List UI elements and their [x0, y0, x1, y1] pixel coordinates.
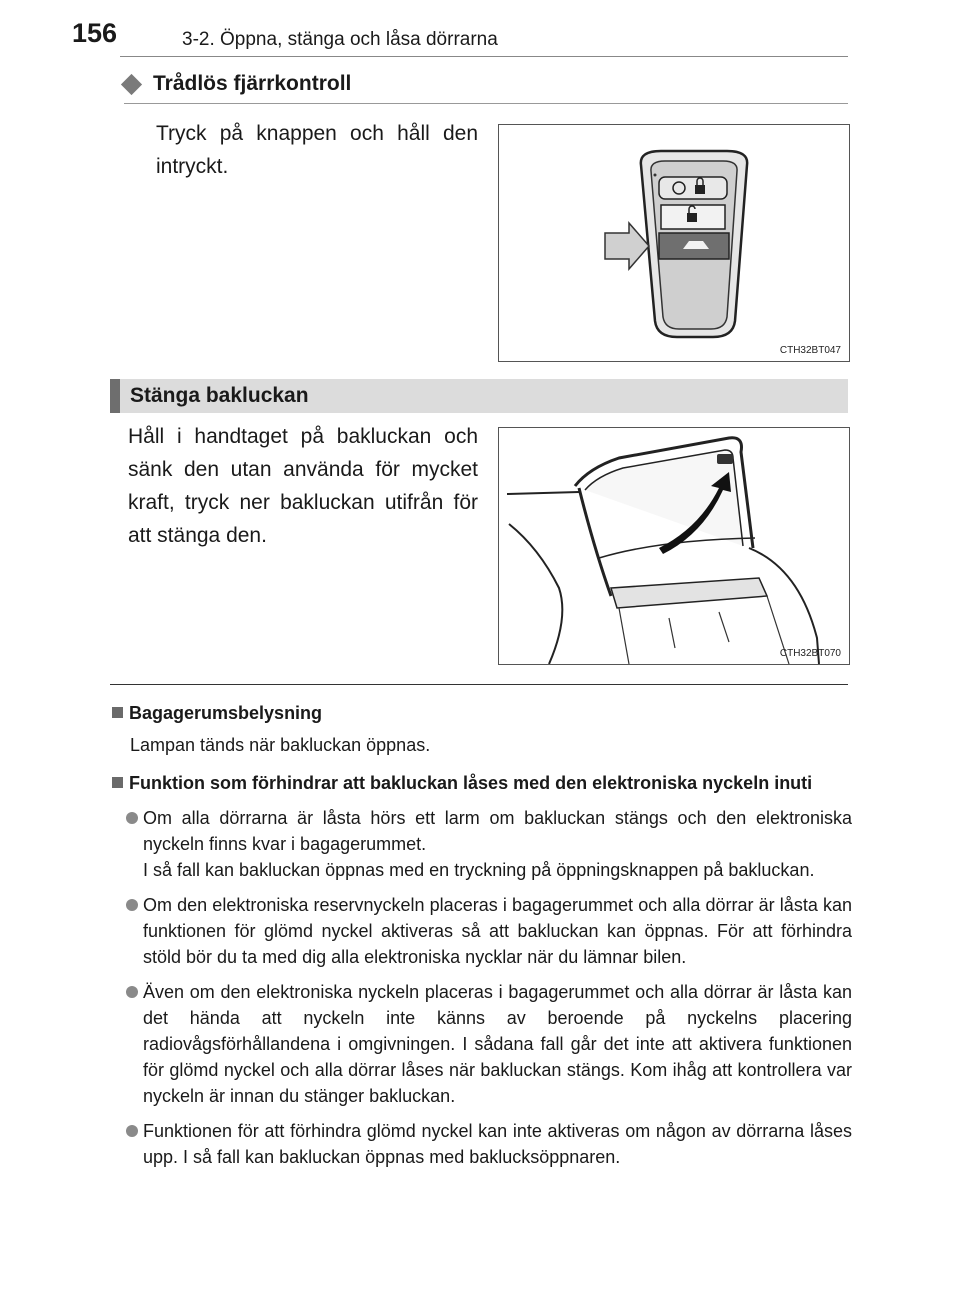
- list-item-text: Även om den elektroniska nyckeln placeras i bagagerummet och alla dörrar är låsta kan det hända att nyckeln inte känns av beroende på nyckelns placering radiovågsförhållandena i omgivningen. I sådana fall går det inte att aktivera funktionen för glömd nyckel och alla dörrar låses när bakluckan stängs. Kom ihåg att kontrollera var nyckeln är innan du stänger bakluckan.: [143, 982, 852, 1106]
- list-item-text: Om den elektroniska reservnyckeln placeras i bagagerummet och alla dörrar är låsta kan funktionen för glömd nyckel aktiveras så att bakluckan kan öppnas. För att förhindra stöld bör du ta med dig alla elektroniska nycklar när du lämnar bilen.: [143, 895, 852, 967]
- instruction-text: Tryck på knappen och håll den intryckt.: [156, 122, 478, 178]
- list-item: [112, 892, 852, 970]
- note-heading-lighting: Bagagerumsbelysning: [112, 700, 852, 726]
- key-fob-figure: [498, 124, 850, 362]
- round-bullet-icon: [126, 899, 138, 911]
- list-item-text: Funktionen för att förhindra glömd nyckel kan inte aktiveras om någon av dörrarna låses upp. I så fall kan bakluckan öppnas med baklucksöppnaren.: [143, 1121, 852, 1167]
- square-bullet-icon: [112, 777, 123, 788]
- round-bullet-icon: [126, 986, 138, 998]
- section-divider: [124, 103, 848, 104]
- section-bar-accent: [110, 379, 120, 413]
- note-heading-lock-prevention: Funktion som förhindrar att bakluckan låses med den elektroniska nyckeln inuti: [112, 770, 852, 796]
- figure-code: CTH32BT047: [779, 345, 841, 356]
- notes-divider: [110, 684, 848, 685]
- list-item: [112, 1118, 852, 1170]
- list-item: [112, 979, 852, 1109]
- instruction-text-close: Håll i handtaget på bakluckan och sänk den utan använda för mycket kraft, tryck ner bakluckan utifrån för att stänga den.: [128, 425, 478, 547]
- diamond-icon: [121, 73, 142, 94]
- page-number: 156: [72, 18, 118, 48]
- list-item-text: I så fall kan bakluckan öppnas med en tryckning på öppningsknappen på bakluckan.: [143, 860, 815, 880]
- notes-block: [112, 694, 852, 1170]
- section-title-wireless-remote: [124, 72, 351, 96]
- trunk-figure: [498, 427, 850, 665]
- list-item-text: Om alla dörrarna är låsta hörs ett larm om bakluckan stängs och den elektroniska nyckeln finns kvar i bagagerummet.: [143, 808, 852, 854]
- note-text-lighting: Lampan tänds när bakluckan öppnas.: [130, 735, 431, 755]
- figure-code: CTH32BT070: [779, 648, 841, 659]
- chapter-title: 3-2. Öppna, stänga och låsa dörrarna: [182, 29, 498, 50]
- list-item: [112, 805, 852, 883]
- section-bar-close-trunk: [110, 379, 848, 413]
- round-bullet-icon: [126, 812, 138, 824]
- square-bullet-icon: [112, 707, 123, 718]
- trunk-illustration: [499, 428, 849, 664]
- key-fob-illustration: [499, 125, 849, 361]
- round-bullet-icon: [126, 1125, 138, 1137]
- header-divider: [120, 56, 848, 57]
- section-bar-title: Stänga bakluckan: [130, 384, 309, 407]
- section-title-text: Trådlös fjärrkontroll: [153, 72, 352, 95]
